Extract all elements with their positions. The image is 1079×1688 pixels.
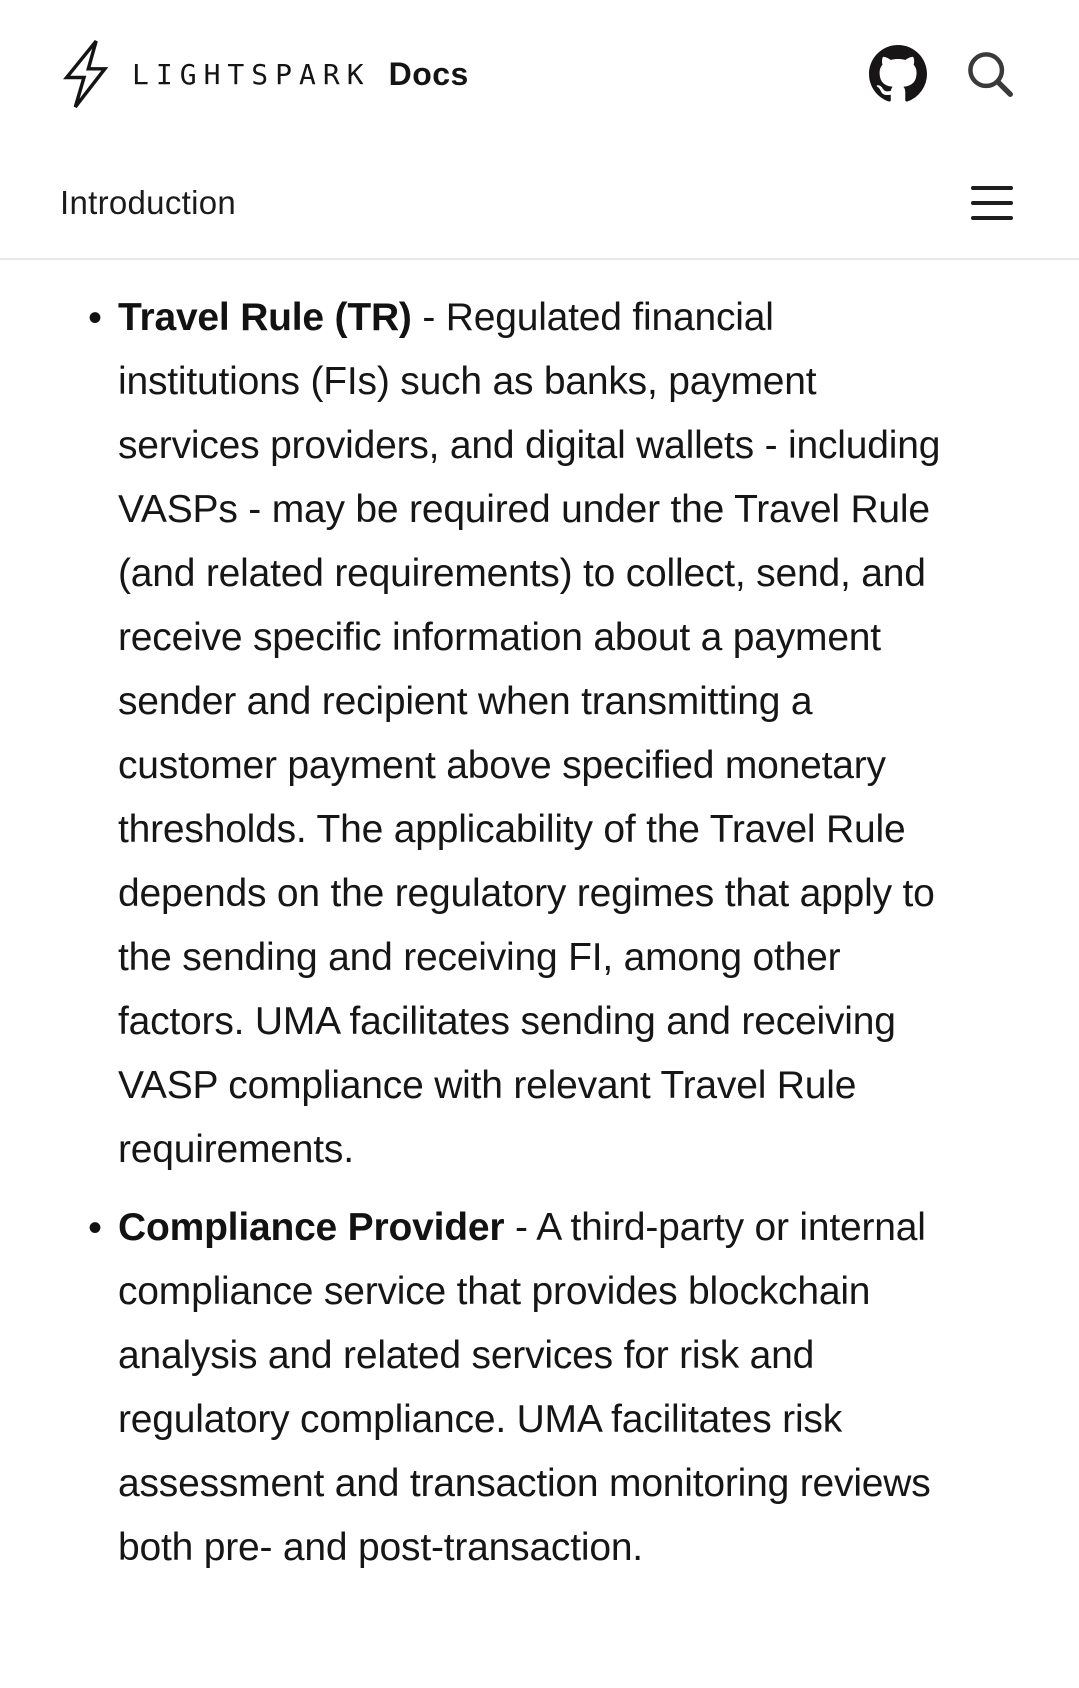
page-subheader	[0, 148, 1079, 260]
github-button[interactable]	[869, 45, 927, 103]
definition-list	[60, 286, 1013, 1580]
definition-text: - A third-party or internal compliance service that provides blockchain analysis and related services for risk and regulatory compliance. UMA facilitates risk assessment and transaction monitoring reviews both pre- and post-transaction.	[118, 1206, 931, 1569]
bullet-marker: •	[88, 296, 102, 340]
search-icon	[963, 47, 1017, 101]
search-button[interactable]	[963, 47, 1017, 101]
list-item-travel-rule	[60, 286, 955, 1182]
header-actions	[869, 45, 1017, 103]
brand-suffix: Docs	[388, 55, 469, 92]
definition-text: - Regulated financial institutions (FIs) such as banks, payment services providers, and digital wallets - including VASPs - may be required under the Travel Rule (and related requirements) to collect, send, and receive specific information about a payment sender and recipient when transmitting a customer payment above specified monetary thresholds. The applicability of the Travel Rule depends on the regulatory regimes that apply to the sending and receiving FI, among other factors. UMA facilitates sending and receiving VASP compliance with relevant Travel Rule requirements.	[118, 296, 941, 1171]
github-icon	[869, 45, 927, 103]
doc-content	[0, 260, 1079, 1580]
bullet-marker: •	[88, 1206, 102, 1250]
hamburger-menu-icon[interactable]	[971, 186, 1013, 220]
brand-logo-link[interactable]	[58, 36, 469, 112]
lightning-bolt-icon	[58, 36, 110, 112]
brand-name: LIGHTSPARK	[132, 57, 371, 91]
page-title: Introduction	[60, 184, 237, 221]
term-compliance-provider: Compliance Provider	[118, 1206, 505, 1249]
list-item-compliance-provider	[60, 1196, 955, 1580]
top-header	[0, 0, 1079, 148]
term-travel-rule: Travel Rule (TR)	[118, 296, 412, 339]
